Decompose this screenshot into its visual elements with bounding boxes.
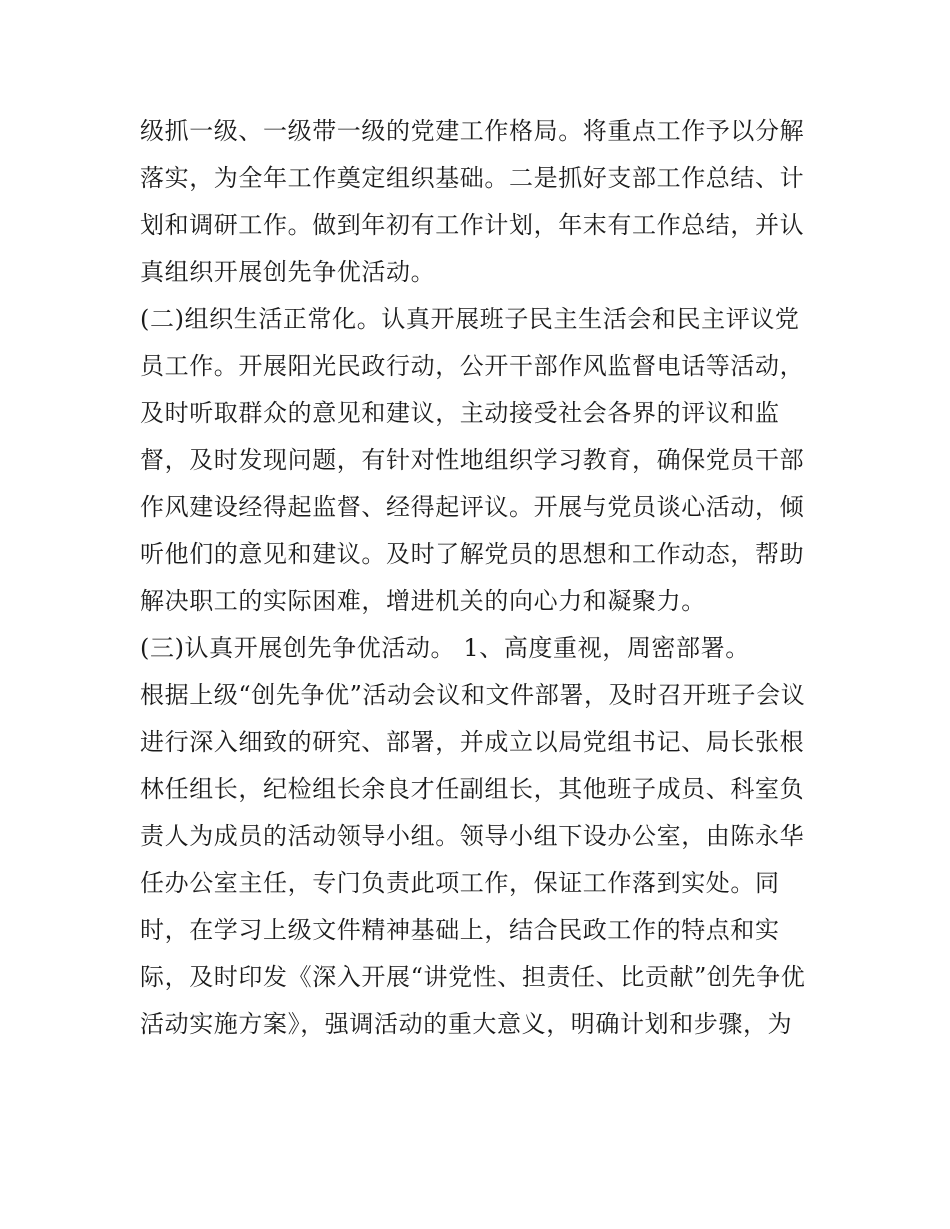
text-line: (二)组织生活正常化。认真开展班子民主生活会和民主评议党: [140, 305, 800, 333]
text-line: 时，在学习上级文件精神基础上，结合民政工作的特点和实: [140, 916, 780, 944]
text-line: 落实，为全年工作奠定组织基础。二是抓好支部工作总结、计: [140, 164, 805, 192]
text-line: 林任组长，纪检组长余良才任副组长，其他班子成员、科室负: [140, 775, 805, 803]
text-line: 员工作。开展阳光民政行动，公开干部作风监督电话等活动，: [140, 352, 805, 380]
text-line: 作风建设经得起监督、经得起评议。开展与党员谈心活动，倾: [140, 493, 805, 521]
text-line: 解决职工的实际困难，增进机关的向心力和凝聚力。: [140, 587, 706, 615]
text-line: 际，及时印发《深入开展“讲党性、担责任、比贡献”创先争优: [140, 963, 806, 991]
text-line: (三)认真开展创先争优活动。 1、高度重视，周密部署。: [140, 634, 750, 662]
text-line: 及时听取群众的意见和建议，主动接受社会各界的评议和监: [140, 399, 780, 427]
text-line: 听他们的意见和建议。及时了解党员的思想和工作动态，帮助: [140, 540, 805, 568]
body-text: [140, 108, 820, 1048]
text-line: 划和调研工作。做到年初有工作计划，年末有工作总结，并认: [140, 211, 805, 239]
text-line: 进行深入细致的研究、部署，并成立以局党组书记、局长张根: [140, 728, 805, 756]
text-line: 任办公室主任，专门负责此项工作，保证工作落到实处。同: [140, 869, 780, 897]
text-line: 督，及时发现问题，有针对性地组织学习教育，确保党员干部: [140, 446, 805, 474]
text-line: 根据上级“创先争优”活动会议和文件部署，及时召开班子会议: [140, 681, 806, 709]
text-line: 级抓一级、一级带一级的党建工作格局。将重点工作予以分解: [140, 117, 805, 145]
text-line: 活动实施方案》，强调活动的重大意义，明确计划和步骤，为: [140, 1010, 793, 1038]
text-line: 真组织开展创先争优活动。: [140, 258, 436, 286]
text-line: 责人为成员的活动领导小组。领导小组下设办公室，由陈永华: [140, 822, 805, 850]
